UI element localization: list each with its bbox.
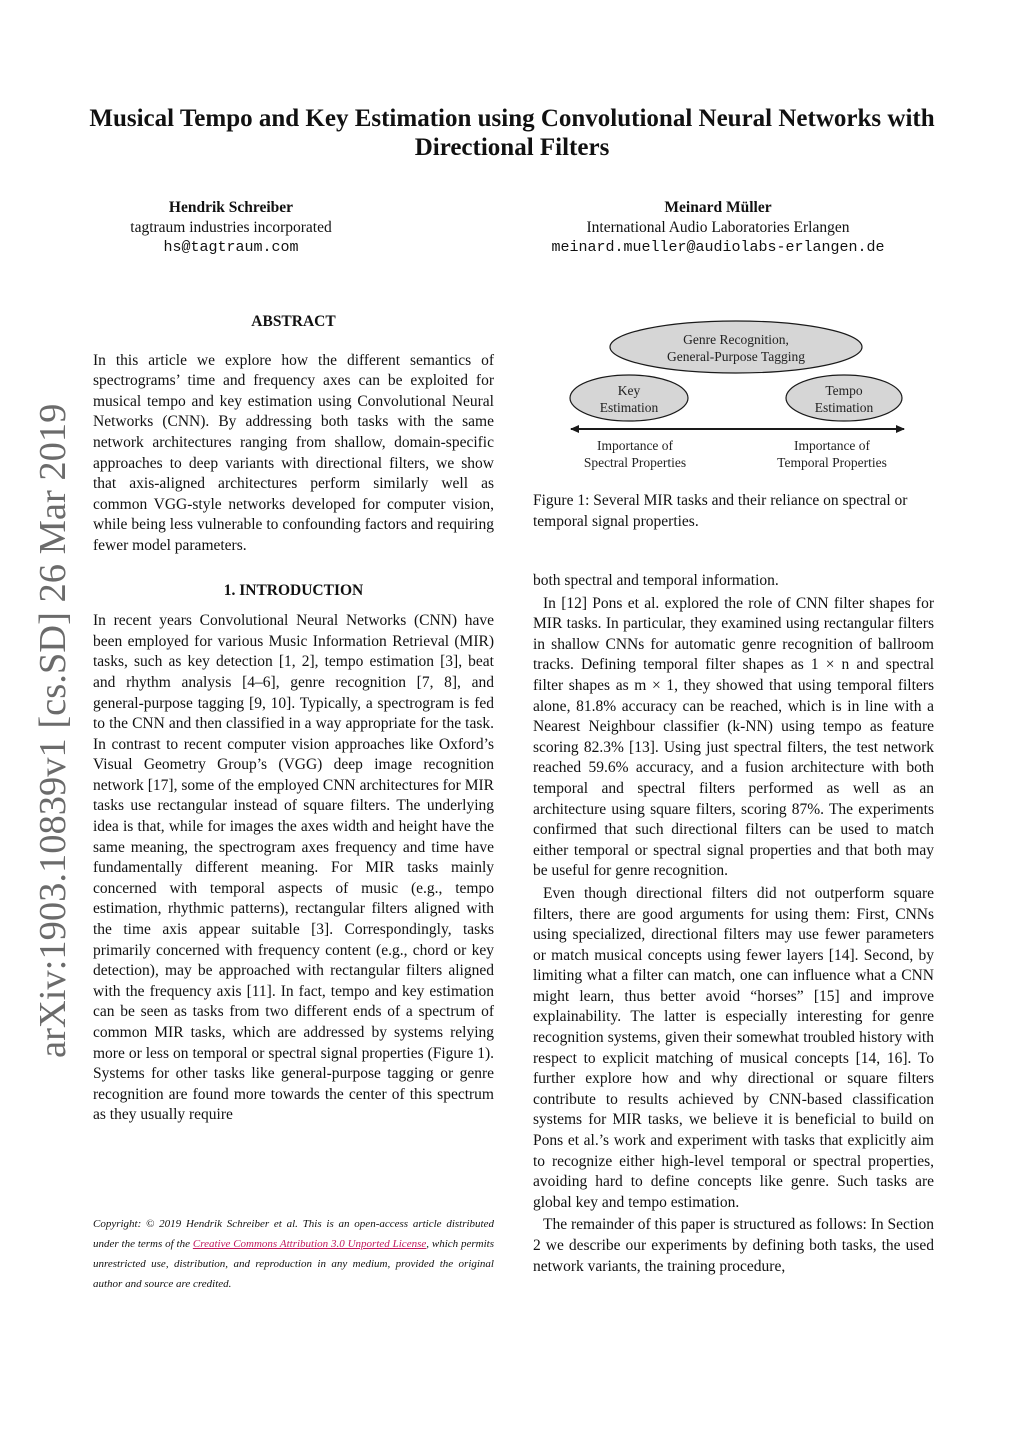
- abstract-text: In this article we explore how the different semantics of spectrograms’ time and frequency axes can be exploited for musical tempo and key estimation using Convolutional Neural Networks (CNN). By addressing both tasks with the same network architectures ranging from shallow, domain-specific approaches to deep variants with directional filters, we show that axis-aligned architectures perform similarly well as common VGG-style networks developed for computer vision, while being less vulnerable to confounding factors and requiring fewer model parameters.: [93, 351, 494, 554]
- arxiv-stamp: arXiv:1903.10839v1 [cs.SD] 26 Mar 2019: [32, 403, 74, 1058]
- author-block-2: [512, 198, 924, 258]
- license-link[interactable]: Creative Commons Attribution 3.0 Unported License: [192, 1238, 427, 1250]
- introduction-heading: 1. INTRODUCTION: [223, 581, 364, 599]
- tempo-estimation-line-1: Tempo: [825, 383, 863, 398]
- author-name: Meinard Müller: [664, 199, 772, 216]
- figure-1-diagram: [566, 318, 911, 478]
- author-name: Hendrik Schreiber: [168, 199, 294, 216]
- spectral-label-line-1: Importance of: [596, 438, 674, 453]
- intro-paragraph-4: The remainder of this paper is structured as follows: In Section 2 we describe our experiments by defining both tasks, the used network variants, the training procedure,: [533, 1216, 934, 1275]
- intro-paragraph-1-cont: both spectral and temporal information.: [533, 572, 779, 589]
- copyright-suffix: , which permits unrestricted use, distribution, and reproduction in any medium, provided the original author and source are credited.: [93, 1238, 494, 1290]
- genre-tagging-line-2: General-Purpose Tagging: [667, 349, 805, 364]
- genre-tagging-ellipse: [610, 321, 862, 373]
- genre-tagging-line-1: Genre Recognition,: [683, 332, 789, 347]
- tempo-estimation-line-2: Estimation: [814, 400, 874, 415]
- copyright-prefix: Copyright: © 2019 Hendrik Schreiber et al. This is an open-access article distributed under the terms of the: [93, 1218, 494, 1250]
- author-affiliation: International Audio Laboratories Erlangen: [586, 219, 850, 236]
- intro-paragraph-3: Even though directional filters did not outperform square filters, there are good arguments for using them: First, CNNs using specialized, directional filters may use fewer parameters or match musical concepts using fewer layers [14]. Second, by limiting what a filter can match, one can influence what a CNN might learn, thus better avoid “horses” [15] and improve explainability. The latter is especially interesting for genre recognition systems, given their somewhat troubled history with respect to explicit matching of musical concepts [14, 16]. To further explore how and why directional or square filters contribute to results achieved by CNN-based classification systems for MIR tasks, we believe it is beneficial to build on Pons et al.’s work and experiment with tasks that explicitly aim to recognize either high-level temporal or spectral properties, avoiding hard to define concepts like genre. Such tasks are global key and tempo estimation.: [533, 884, 934, 1211]
- intro-paragraph-1: In recent years Convolutional Neural Networks (CNN) have been employed for various Music Information Retrieval (MIR) tasks, such as key detection [1, 2], tempo estimation [3], beat and rhythm analysis [4–6], genre recognition [7, 8], and general-purpose tagging [9, 10]. Typically, a spectrogram is fed to the CNN and then classified in a way appropriate for the task. In contrast to recent computer vision approaches like Oxford’s Visual Geometry Group’s (VGG) deep image recognition network [17], some of the employed CNN architectures for MIR tasks use rectangular instead of square filters. The underlying idea is that, while for images the axes width and height have the same meaning, the spectrogram axes frequency and time have fundamentally different meaning. For MIR tasks mainly concerned with temporal aspects of music (e.g., tempo estimation, rhythmic patterns), rectangular filters aligned with the time axis appear suitable [3]. Correspondingly, tasks primarily concerned with frequency content (e.g., chord or key detection), may be approached with rectangular filters aligned with the frequency axis [11]. In fact, tempo and key estimation can be seen as tasks from two different ends of a spectrum of common MIR tasks, which are addressed by systems relying more or less on temporal or spectral signal properties (Figure 1). Systems for other tasks like general-purpose tagging or genre recognition are found more towards the center of this spectrum as they usually require: [93, 612, 494, 1124]
- author-email: meinard.mueller@audiolabs-erlangen.de: [551, 239, 885, 256]
- right-column: [533, 571, 934, 1277]
- intro-paragraph-2: In [12] Pons et al. explored the role of CNN filter shapes for MIR tasks. In particular, they examined using rectangular filters in shallow CNNs for automatic genre recognition of ballroom tracks. Defining temporal filter shapes as 1 × n and spectral filter shapes as m × 1, they showed that using temporal filters alone, 81.8% accuracy can be reached, which is in line with a Nearest Neighbour classifier (k-NN) using tempo as feature scoring 82.3% [13]. Using just spectral filters, the test network reached 59.6% accuracy, and a fusion architecture with both temporal and spectral filters performed as well as an architecture using square filters, scoring 87%. The experiments confirmed that such directional filters can be used to match either temporal or spectral signal properties and that both may be useful for genre recognition.: [533, 594, 934, 880]
- figure-1-svg: [566, 318, 911, 478]
- key-estimation-line-2: Estimation: [599, 400, 659, 415]
- left-column: [93, 312, 494, 1126]
- figure-1-caption: Figure 1: Several MIR tasks and their reliance on spectral or temporal signal properties.: [533, 492, 908, 530]
- author-block-1: [90, 198, 372, 258]
- spectral-label-line-2: Spectral Properties: [583, 455, 687, 470]
- temporal-label-line-1: Importance of: [793, 438, 871, 453]
- temporal-label-line-2: Temporal Properties: [777, 455, 887, 470]
- copyright-notice: [93, 1214, 494, 1294]
- abstract-heading: ABSTRACT: [251, 313, 336, 330]
- key-estimation-line-1: Key: [617, 383, 641, 398]
- author-email: hs@tagtraum.com: [163, 239, 299, 256]
- paper-title: Musical Tempo and Key Estimation using Convolutional Neural Networks with Directional Filters: [89, 105, 935, 161]
- author-affiliation: tagtraum industries incorporated: [130, 219, 332, 236]
